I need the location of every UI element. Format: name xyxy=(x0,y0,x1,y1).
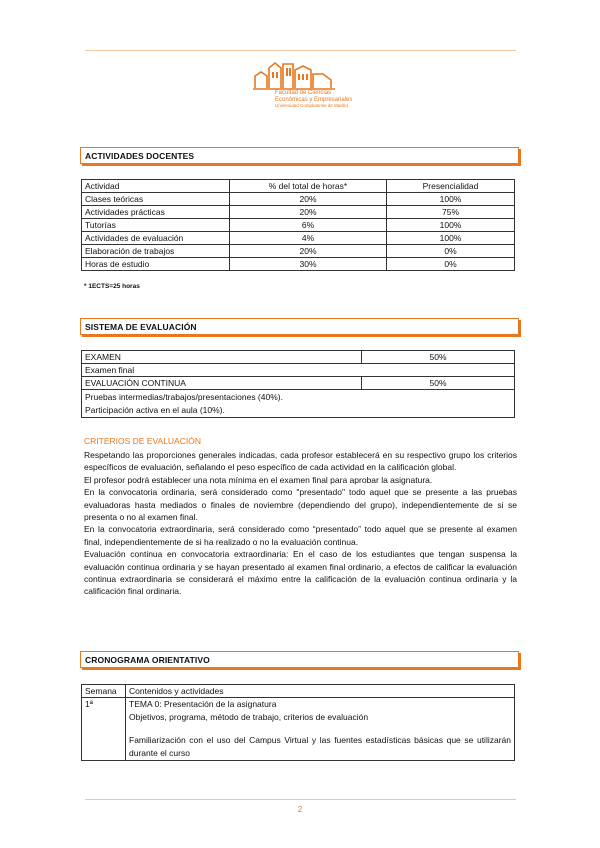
table-cell: 75% xyxy=(387,206,515,219)
logo-line-3: Universidad Complutense de Madrid xyxy=(275,103,348,108)
ects-note: * 1ECTS=25 horas xyxy=(84,283,140,290)
criterios-text xyxy=(84,449,517,598)
section-title: ACTIVIDADES DOCENTES xyxy=(85,151,195,161)
header-actividad: Actividad xyxy=(82,180,230,193)
faculty-logo xyxy=(253,60,353,116)
table-row xyxy=(82,351,515,364)
contenido-line-3: Familiarización con el uso del Campus Virtual y las fuentes estadísticas básicas que se utilizarán durante el curso xyxy=(129,735,511,758)
criterios-title: CRITERIOS DE EVALUACIÓN xyxy=(84,436,201,446)
table-cell: 100% xyxy=(387,193,515,206)
table-row xyxy=(82,698,515,761)
examen-label: EXAMEN xyxy=(82,351,362,364)
table-row xyxy=(82,377,515,390)
section-sistema-evaluacion xyxy=(80,318,519,335)
cronograma-table xyxy=(81,684,515,761)
section-title: SISTEMA DE EVALUACIÓN xyxy=(85,322,197,332)
footer-rule xyxy=(85,799,516,800)
table-cell: Actividades prácticas xyxy=(82,206,230,219)
section-actividades-docentes xyxy=(80,147,519,164)
continua-label: EVALUACIÓN CONTINUA xyxy=(82,377,362,390)
header-semana: Semana xyxy=(82,685,126,698)
header-rule xyxy=(85,50,516,51)
table-row xyxy=(82,258,515,271)
table-cell: Elaboración de trabajos xyxy=(82,245,230,258)
contenido-line-2: Objetivos, programa, método de trabajo, criterios de evaluación xyxy=(129,711,369,722)
table-cell: Horas de estudio xyxy=(82,258,230,271)
contenidos-cell xyxy=(126,698,515,761)
criterios-paragraph-4: En la convocatoria extraordinaria, será considerado como “presentado” todo aquel que se presente al examen final, independientemente de si ha realizado o no la evaluación continua. xyxy=(84,524,517,547)
table-row xyxy=(82,219,515,232)
examen-value: 50% xyxy=(362,351,515,364)
table-cell: 0% xyxy=(387,258,515,271)
table-cell: 20% xyxy=(230,206,387,219)
continua-value: 50% xyxy=(362,377,515,390)
continua-line-1: Pruebas intermedias/trabajos/presentaciones (40%). xyxy=(85,392,283,402)
table-header-row xyxy=(82,685,515,698)
continua-line-2: Participación activa en el aula (10%). xyxy=(85,405,225,415)
table-row xyxy=(82,232,515,245)
examen-final: Examen final xyxy=(82,364,515,377)
section-cronograma xyxy=(80,651,519,668)
header-porcentaje: % del total de horas* xyxy=(230,180,387,193)
logo-line-2: Económicas y Empresariales xyxy=(275,96,353,103)
continua-details xyxy=(82,390,515,418)
table-header-row xyxy=(82,180,515,193)
table-cell: 4% xyxy=(230,232,387,245)
criterios-paragraph-1: Respetando las proporciones generales indicadas, cada profesor establecerá en su respectivo grupo los criterios específicos de evaluación, señalando el peso específico de cada actividad en la calificación global. xyxy=(84,450,517,473)
table-cell: 20% xyxy=(230,245,387,258)
table-cell: 100% xyxy=(387,219,515,232)
table-cell: Tutorías xyxy=(82,219,230,232)
criterios-paragraph-2: El profesor podrá establecer una nota mínima en el examen final para aprobar la asignatura. xyxy=(84,474,433,485)
building-logo-icon xyxy=(253,60,343,90)
contenido-line-1: TEMA 0: Presentación de la asignatura xyxy=(129,699,277,709)
table-cell: 6% xyxy=(230,219,387,232)
criterios-paragraph-5: Evaluación continua en convocatoria extraordinaria: En el caso de los estudiantes que tengan suspensa la evaluación continua ordinaria y se hayan presentado al examen final ordinario, a efectos de calificar la evaluación continua extraordinaria se considerará el máximo entre la calificación de la evaluación continua ordinaria y la calificación final ordinaria. xyxy=(84,549,517,597)
table-row xyxy=(82,206,515,219)
week-cell: 1ª xyxy=(82,698,126,761)
evaluacion-table xyxy=(81,350,515,418)
header-contenidos: Contenidos y actividades xyxy=(126,685,515,698)
table-cell: 20% xyxy=(230,193,387,206)
table-cell: Actividades de evaluación xyxy=(82,232,230,245)
table-cell: 30% xyxy=(230,258,387,271)
table-row xyxy=(82,364,515,377)
table-row xyxy=(82,390,515,418)
table-cell: 0% xyxy=(387,245,515,258)
criterios-paragraph-3: En la convocatoria ordinaria, será considerado como "presentado" todo aquel que se presente a las pruebas evaluadoras hasta mediados o finales de noviembre (dependiendo del grupo), independientemente de si se presenta o no al examen final. xyxy=(84,487,517,523)
table-cell: 100% xyxy=(387,232,515,245)
table-cell: Clases teóricas xyxy=(82,193,230,206)
logo-line-1: Facultad de Ciencias xyxy=(275,90,332,96)
header-presencialidad: Presencialidad xyxy=(387,180,515,193)
actividades-table xyxy=(81,179,515,271)
section-title: CRONOGRAMA ORIENTATIVO xyxy=(85,655,210,665)
table-row xyxy=(82,245,515,258)
page-number: 2 xyxy=(297,805,303,814)
table-row xyxy=(82,193,515,206)
